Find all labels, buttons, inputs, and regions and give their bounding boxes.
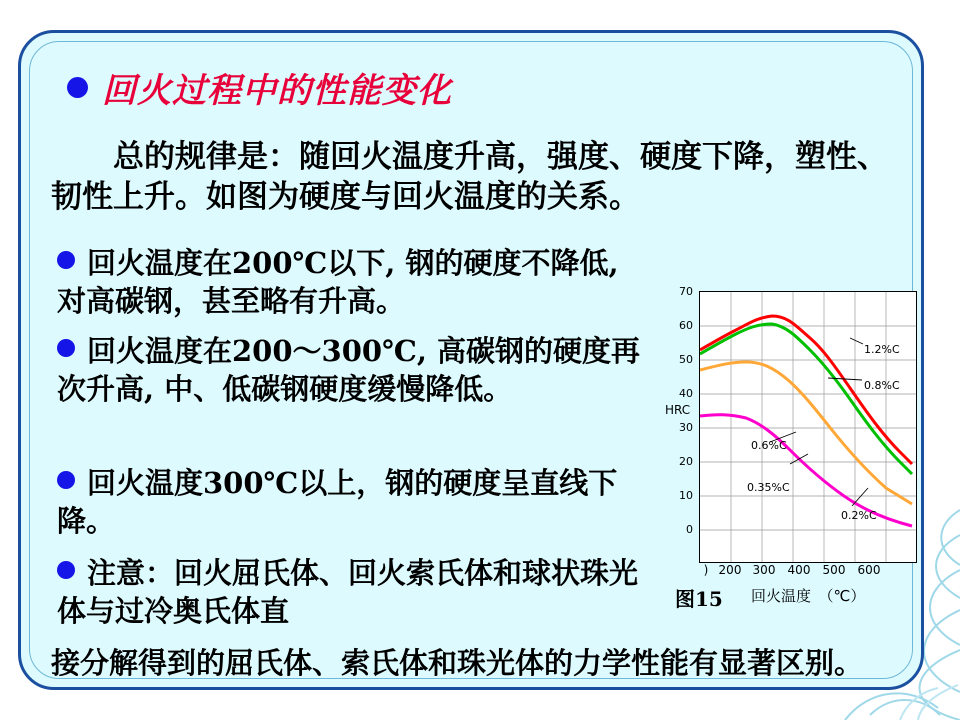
tail-paragraph: 接分解得到的屈氏体、索氏体和珠光体的力学性能有显著区别。 [51,646,864,680]
filled-circle-icon [57,471,75,489]
bullet-item-2-text: 回火温度在200～300℃, 高碳钢的硬度再次升高, 中、低碳钢硬度缓慢降低。 [57,334,641,406]
chart-ytick-40: 40 [679,387,693,400]
bullet-item-4-text: 注意：回火屈氏体、回火索氏体和球状珠光体与过冷奥氏体直 [57,556,639,628]
chart-label-0-6c: 0.6%C [751,439,787,452]
intro-paragraph: 总的规律是：随回火温度升高，强度、硬度下降，塑性、韧性上升。如图为硬度与回火温度的关系。 [51,139,888,215]
chart-label-0-35c: 0.35%C [747,481,790,494]
filled-circle-icon [67,77,88,98]
chart-label-0-8c: 0.8%C [864,379,900,392]
bullet-item-1 [57,245,657,320]
chart-ytick-10: 10 [679,489,693,502]
slide-title-row [67,63,452,112]
filled-circle-icon [57,251,75,269]
hardness-tempering-chart [651,285,923,611]
chart-ytick-70: 70 [679,285,693,298]
filled-circle-icon [57,339,75,357]
bullet-item-1-text: 回火温度在200℃以下, 钢的硬度不降低, 对高碳钢，甚至略有升高。 [57,246,619,318]
bullet-item-3-text: 回火温度300℃以上，钢的硬度呈直线下降。 [57,466,618,538]
chart-plot-area [699,291,917,563]
content-card [18,30,924,690]
figure-caption: 图15 [675,587,723,611]
chart-xtick-0: ) [703,563,709,577]
chart-ytick-0: 0 [686,523,693,536]
chart-xtick-500: 500 [822,563,846,577]
chart-x-axis-title: 回火温度 （℃） [751,587,866,605]
filled-circle-icon [57,561,75,579]
chart-ytick-60: 60 [679,319,693,332]
bullet-item-3 [57,465,657,540]
chart-ytick-50: 50 [679,353,693,366]
bullet-item-2 [57,333,657,408]
chart-xtick-300: 300 [752,563,776,577]
page-title: 回火过程中的性能变化 [102,71,452,111]
chart-xtick-600: 600 [857,563,881,577]
chart-xtick-200: 200 [718,563,742,577]
chart-xtick-400: 400 [787,563,811,577]
chart-label-1-2c: 1.2%C [864,343,900,356]
chart-y-axis-title: HRC [665,403,691,417]
chart-ytick-20: 20 [679,455,693,468]
chart-ytick-30: 30 [679,421,693,434]
chart-label-0-2c: 0.2%C [841,509,877,522]
chart-svg [700,292,916,562]
bullet-item-4 [57,555,657,630]
